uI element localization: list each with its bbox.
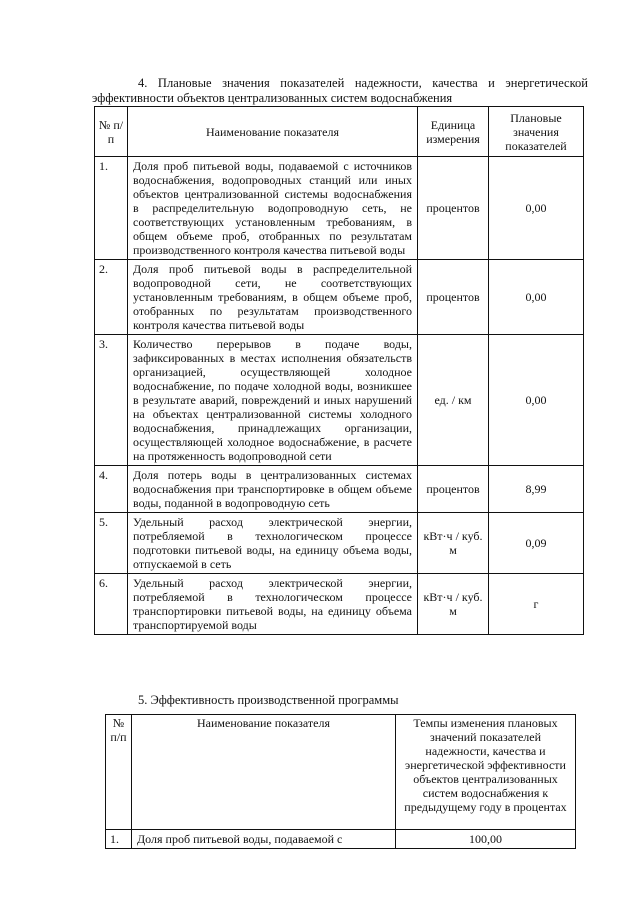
row-value: 0,00	[489, 157, 584, 260]
row-value: 0,00	[489, 260, 584, 335]
header-num: № п/п	[106, 715, 132, 830]
header-value: Плановые значения показателей	[489, 107, 584, 157]
header-name: Наименование показателя	[128, 107, 418, 157]
row-value: 0,00	[489, 335, 584, 466]
row-unit: кВт·ч / куб. м	[418, 574, 489, 635]
row-num: 1.	[106, 830, 132, 849]
section4-title-line1: 4. Плановые значения показателей надежности, качества и энергетической	[138, 76, 588, 90]
row-unit: процентов	[418, 157, 489, 260]
row-num: 2.	[95, 260, 128, 335]
row-name: Количество перерывов в подаче воды, зафиксированных в местах исполнения обязательств организацией, осуществляющей холодное водоснабжение, по подаче холодной воды, возникшее в результате аварий, повреждений и иных нарушений на объектах централизованной системы холодного водоснабжения, принадлежащих организации, осуществляющей холодное водоснабжение, в расчете на протяженность водопроводной сети	[128, 335, 418, 466]
row-rate: 100,00	[396, 830, 576, 849]
row-name: Удельный расход электрической энергии, потребляемой в технологическом процессе подготовки питьевой воды, на единицу объема воды, отпускаемой в сеть	[128, 513, 418, 574]
row-unit: ед. / км	[418, 335, 489, 466]
row-unit: процентов	[418, 466, 489, 513]
section5-title: 5. Эффективность производственной программы	[138, 693, 399, 707]
table-row	[95, 513, 584, 574]
row-value: 8,99	[489, 466, 584, 513]
row-num: 4.	[95, 466, 128, 513]
reliability-indicators-table	[94, 106, 584, 635]
table-row	[95, 335, 584, 466]
row-num: 5.	[95, 513, 128, 574]
table-header-row	[106, 715, 576, 830]
row-num: 6.	[95, 574, 128, 635]
header-unit: Единица измерения	[418, 107, 489, 157]
table-row	[95, 157, 584, 260]
table-row	[95, 574, 584, 635]
row-value: 0,09	[489, 513, 584, 574]
table-row	[106, 830, 576, 849]
row-value: г	[489, 574, 584, 635]
row-unit: процентов	[418, 260, 489, 335]
row-name: Доля проб питьевой воды, подаваемой с	[132, 830, 396, 849]
row-name: Удельный расход электрической энергии, потребляемой в технологическом процессе транспортировки питьевой воды, на единицу объема транспортируемой воды	[128, 574, 418, 635]
row-num: 3.	[95, 335, 128, 466]
table-row	[95, 260, 584, 335]
header-name: Наименование показателя	[132, 715, 396, 830]
program-efficiency-table	[105, 714, 576, 849]
table-header-row	[95, 107, 584, 157]
section4-title-line2: эффективности объектов централизованных систем водоснабжения	[92, 91, 453, 105]
row-unit: кВт·ч / куб. м	[418, 513, 489, 574]
header-rate: Темпы изменения плановых значений показателей надежности, качества и энергетической эффективности объектов централизованных систем водоснабжения к предыдущему году в процентах	[396, 715, 576, 830]
row-num: 1.	[95, 157, 128, 260]
row-name: Доля проб питьевой воды в распределительной водопроводной сети, не соответствующих установленным требованиям, в общем объеме проб, отобранных по результатам производственного контроля качества питьевой воды	[128, 260, 418, 335]
row-name: Доля проб питьевой воды, подаваемой с источников водоснабжения, водопроводных станций или иных объектов централизованной системы водоснабжения в распределительную водопроводную сеть, не соответствующих установленным требованиям, в общем объеме проб, отобранных по результатам производственного контроля качества питьевой воды	[128, 157, 418, 260]
header-num: № п/п	[95, 107, 128, 157]
row-name: Доля потерь воды в централизованных системах водоснабжения при транспортировке в общем объеме воды, поданной в водопроводную сеть	[128, 466, 418, 513]
table-row	[95, 466, 584, 513]
